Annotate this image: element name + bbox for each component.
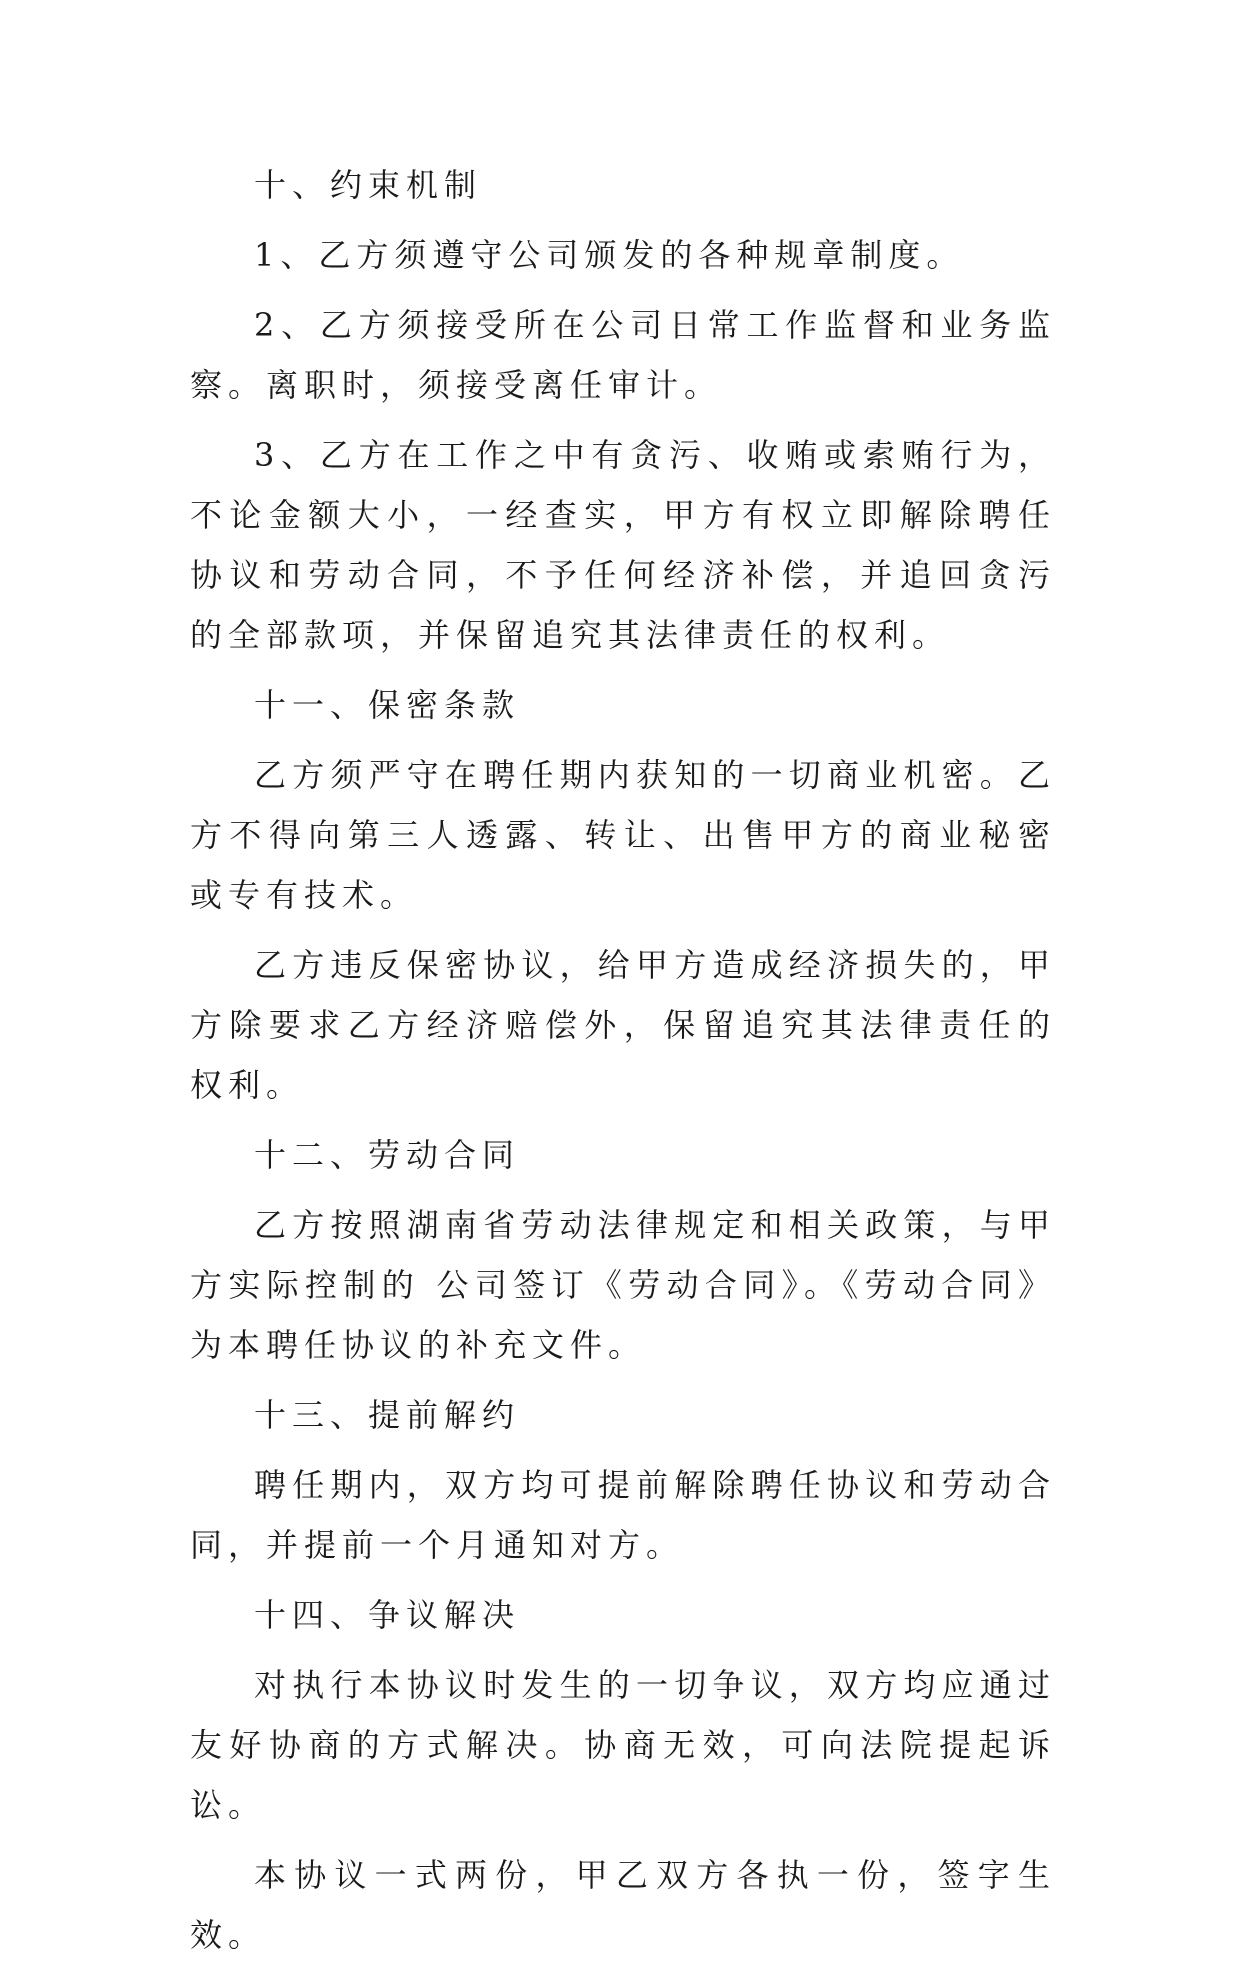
section-heading-early-termination: 十三、提前解约: [254, 1396, 521, 1434]
paragraph-constraint-2: 2、乙方须接受所在公司日常工作监督和业务监察。离职时，须接受离任审计。: [190, 306, 1056, 404]
document-body: [190, 155, 1056, 1975]
section-heading-dispute-resolution: 十四、争议解决: [254, 1596, 521, 1634]
paragraph-dispute-resolution: 对执行本协议时发生的一切争议，双方均应通过友好协商的方式解决。协商无效，可向法院提起诉讼。: [190, 1666, 1056, 1824]
section-heading-labor-contract: 十二、劳动合同: [254, 1136, 521, 1174]
paragraph-constraint-3: 3、乙方在工作之中有贪污、收贿或索贿行为，不论金额大小，一经查实，甲方有权立即解除聘任协议和劳动合同，不予任何经济补偿，并追回贪污的全部款项，并保留追究其法律责任的权利。: [190, 436, 1056, 654]
paragraph-confidentiality-2: 乙方违反保密协议，给甲方造成经济损失的，甲方除要求乙方经济赔偿外，保留追究其法律责任的权利。: [190, 946, 1056, 1104]
paragraph-early-termination: 聘任期内，双方均可提前解除聘任协议和劳动合同，并提前一个月通知对方。: [190, 1466, 1056, 1564]
paragraph-labor-contract: 乙方按照湖南省劳动法律规定和相关政策，与甲方实际控制的 公司签订《劳动合同》。《劳动合同》为本聘任协议的补充文件。: [190, 1206, 1056, 1364]
section-heading-confidentiality: 十一、保密条款: [254, 686, 521, 724]
paragraph-confidentiality-1: 乙方须严守在聘任期内获知的一切商业机密。乙方不得向第三人透露、转让、出售甲方的商业秘密或专有技术。: [190, 756, 1056, 914]
paragraph-constraint-1: 1、乙方须遵守公司颁发的各种规章制度。: [254, 236, 965, 274]
paragraph-copies-effective: 本协议一式两份，甲乙双方各执一份，签字生效。: [190, 1856, 1056, 1954]
section-heading-constraint: 十、约束机制: [254, 166, 483, 204]
